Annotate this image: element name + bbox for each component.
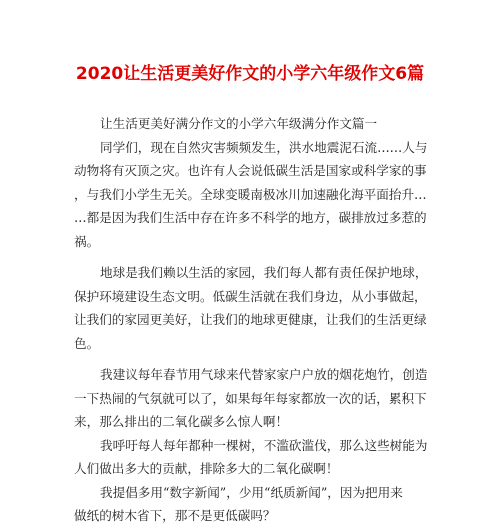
- paragraph-line: 地球是我们赖以生活的家园，我们每人都有责任保护地球，: [100, 265, 428, 280]
- paragraph-line: 动物将有灭顶之灾。也许有人会说低碳生活是国家或科学家的事: [74, 163, 427, 178]
- paragraph-line: ，与我们小学生无关。全球变暖南极冰川加速融化海平面抬升…: [74, 186, 427, 202]
- article-body: [74, 112, 430, 528]
- paragraph-line: 我提倡多用“数字新闻”，少用“纸质新闻”，因为把用来: [100, 484, 403, 500]
- article-subtitle: 让生活更美好满分作文的小学六年级满分作文篇一: [100, 116, 378, 131]
- paragraph-line: …都是因为我们生活中存在许多不科学的地方，碳排放过多惹的: [74, 210, 427, 225]
- paragraph-line: 来，那么排出的二氧化碳多么惊人啊！: [74, 414, 289, 429]
- paragraph-line: 让我们的家园更美好，让我们的地球更健康，让我们的生活更绿: [74, 312, 427, 327]
- paragraph-line: 色。: [74, 335, 100, 351]
- paragraph-line: 保护环境建设生态文明。低碳生活就在我们身边，从小事做起，: [74, 288, 427, 304]
- paragraph-line: 一下热闹的气氛就可以了，如果每年每家都放一次的话，累积下: [74, 390, 427, 406]
- paragraph-line: 我呼吁每人每年都种一棵树，不滥砍滥伐，那么这些树能为: [100, 437, 428, 453]
- paragraph-line: 人们做出多大的贡献，排除多大的二氧化碳啊！: [74, 461, 339, 476]
- paragraph-line: 做纸的树木省下，那不是更低碳吗？: [74, 508, 276, 523]
- paragraph-line: 祸。: [74, 233, 100, 249]
- article-title: 2020让生活更美好作文的小学六年级作文6篇: [75, 64, 425, 84]
- paragraph-line: 我建议每年春节用气球来代替家家户户放的烟花炮竹，创造: [100, 367, 428, 382]
- paragraph-line: 同学们，现在自然灾害频频发生，洪水地震泥石流……人与: [100, 139, 428, 155]
